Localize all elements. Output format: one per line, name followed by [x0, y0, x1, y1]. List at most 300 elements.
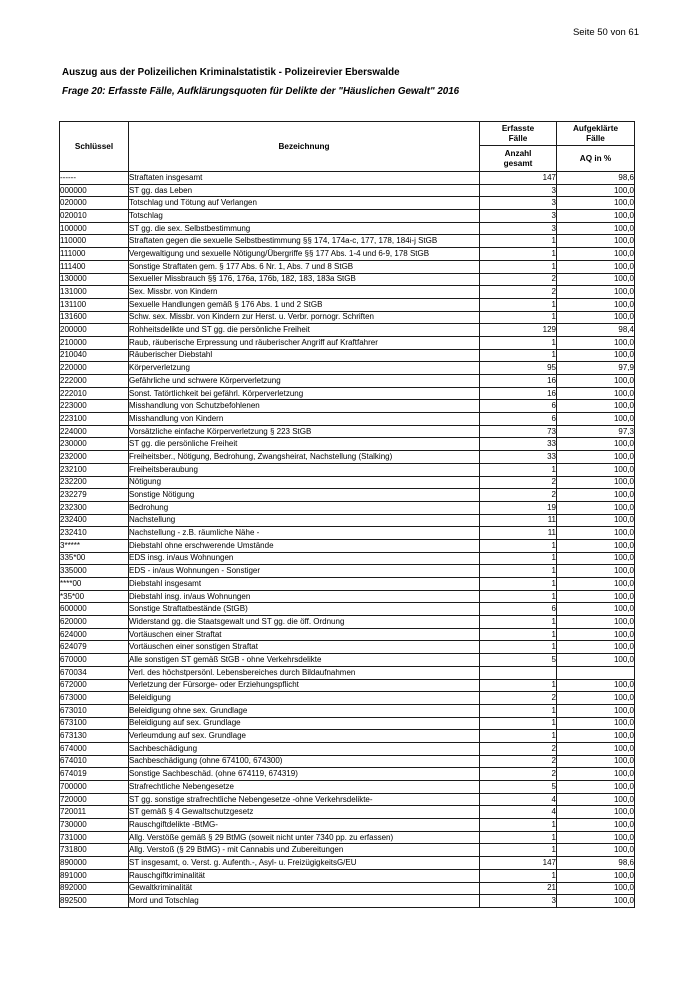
cell-key: 674010	[60, 755, 129, 768]
cell-label: ST insgesamt, o. Verst. g. Aufenth.-, Asyl- u. FreizügigkeitsG/EU	[129, 857, 480, 870]
header-row	[60, 122, 635, 146]
cell-aq: 100,0	[557, 501, 635, 514]
cell-count: 1	[480, 831, 557, 844]
cell-key: 891000	[60, 869, 129, 882]
cell-count: 2	[480, 755, 557, 768]
cell-label: Totschlag und Tötung auf Verlangen	[129, 197, 480, 210]
cell-count: 2	[480, 286, 557, 299]
table-row	[60, 375, 635, 388]
cell-label: Sexueller Missbrauch §§ 176, 176a, 176b, 182, 183, 183a StGB	[129, 273, 480, 286]
cell-aq: 100,0	[557, 742, 635, 755]
cell-aq: 100,0	[557, 387, 635, 400]
cell-label: Freiheitsber., Nötigung, Bedrohung, Zwangsheirat, Nachstellung (Stalking)	[129, 451, 480, 464]
cell-count: 1	[480, 819, 557, 832]
cell-key: 335000	[60, 565, 129, 578]
cell-label: Alle sonstigen ST gemäß StGB - ohne Verkehrsdelikte	[129, 654, 480, 667]
cell-key: 131600	[60, 311, 129, 324]
cell-count: 1	[480, 311, 557, 324]
cell-key: 223100	[60, 413, 129, 426]
cell-aq: 100,0	[557, 400, 635, 413]
table-row	[60, 552, 635, 565]
cell-label: Beleidigung ohne sex. Grundlage	[129, 704, 480, 717]
cell-label: Rauschgiftdelikte -BtMG-	[129, 819, 480, 832]
cell-key: 210040	[60, 349, 129, 362]
cell-count: 11	[480, 514, 557, 527]
table-row	[60, 463, 635, 476]
table-row	[60, 273, 635, 286]
cell-label: Allg. Verstoß (§ 29 BtMG) - mit Cannabis und Zubereitungen	[129, 844, 480, 857]
cell-key: 720011	[60, 806, 129, 819]
table-row	[60, 387, 635, 400]
cell-key: 232000	[60, 451, 129, 464]
cell-label: Strafrechtliche Nebengesetze	[129, 781, 480, 794]
cell-key: 000000	[60, 184, 129, 197]
header-cleared-group-text: Aufgeklärte Fälle	[572, 123, 619, 143]
table-row	[60, 514, 635, 527]
header-key	[60, 122, 129, 172]
cell-key: 200000	[60, 324, 129, 337]
cell-count: 2	[480, 768, 557, 781]
cell-key: 892000	[60, 882, 129, 895]
table-row	[60, 628, 635, 641]
cell-label: Sachbeschädigung (ohne 674100, 674300)	[129, 755, 480, 768]
cell-label: Verletzung der Fürsorge- oder Erziehungspflicht	[129, 679, 480, 692]
cell-aq: 100,0	[557, 375, 635, 388]
table-row	[60, 298, 635, 311]
cell-aq: 100,0	[557, 349, 635, 362]
cell-count: 1	[480, 248, 557, 261]
cell-label: Vortäuschen einer sonstigen Straftat	[129, 641, 480, 654]
table-row	[60, 578, 635, 591]
cell-count: 95	[480, 362, 557, 375]
cell-aq: 100,0	[557, 336, 635, 349]
header-cases-group-text: Erfasste Fälle	[501, 123, 535, 143]
table-row	[60, 603, 635, 616]
cell-key: *35*00	[60, 590, 129, 603]
header-cases-sub-text: Anzahl gesamt	[503, 148, 533, 168]
cell-key: 100000	[60, 222, 129, 235]
table-row	[60, 451, 635, 464]
cell-key: 224000	[60, 425, 129, 438]
cell-aq: 100,0	[557, 451, 635, 464]
table-row	[60, 248, 635, 261]
cell-key: 672000	[60, 679, 129, 692]
cell-count: 1	[480, 628, 557, 641]
cell-key: 624079	[60, 641, 129, 654]
table-row	[60, 311, 635, 324]
cell-label: Sonstige Straftatbestände (StGB)	[129, 603, 480, 616]
cell-label: Diebstahl insg. in/aus Wohnungen	[129, 590, 480, 603]
cell-label: Raub, räuberische Erpressung und räuberischer Angriff auf Kraftfahrer	[129, 336, 480, 349]
cell-key: 892500	[60, 895, 129, 908]
cell-aq: 100,0	[557, 831, 635, 844]
cell-count: 147	[480, 857, 557, 870]
cell-label: Verl. des höchstpersönl. Lebensbereiches durch Bildaufnahmen	[129, 666, 480, 679]
cell-count: 1	[480, 463, 557, 476]
cell-key: 890000	[60, 857, 129, 870]
cell-label: Körperverletzung	[129, 362, 480, 375]
table-row	[60, 362, 635, 375]
document-subtitle: Frage 20: Erfasste Fälle, Aufklärungsquoten für Delikte der "Häuslichen Gewalt" 2016	[62, 86, 460, 97]
cell-label: Verleumdung auf sex. Grundlage	[129, 730, 480, 743]
cell-aq: 100,0	[557, 806, 635, 819]
cell-aq	[557, 666, 635, 679]
cell-count: 3	[480, 895, 557, 908]
cell-key: 731800	[60, 844, 129, 857]
statistics-table	[59, 121, 635, 908]
cell-label: ST gemäß § 4 Gewaltschutzgesetz	[129, 806, 480, 819]
page-number: Seite 50 von 61	[572, 27, 639, 38]
cell-key: 673130	[60, 730, 129, 743]
table-row	[60, 184, 635, 197]
table-row	[60, 222, 635, 235]
document-title: Auszug aus der Polizeilichen Kriminalstatistik - Polizeirevier Eberswalde	[62, 67, 400, 78]
cell-key: 232400	[60, 514, 129, 527]
cell-aq: 97,3	[557, 425, 635, 438]
cell-aq: 100,0	[557, 768, 635, 781]
cell-key: 624000	[60, 628, 129, 641]
cell-label: EDS - in/aus Wohnungen - Sonstiger	[129, 565, 480, 578]
cell-key: 674000	[60, 742, 129, 755]
cell-count: 1	[480, 869, 557, 882]
cell-aq: 100,0	[557, 489, 635, 502]
cell-count: 1	[480, 349, 557, 362]
cell-key: ------	[60, 172, 129, 185]
cell-label: Diebstahl insgesamt	[129, 578, 480, 591]
cell-label: ST gg. die persönliche Freiheit	[129, 438, 480, 451]
cell-label: Vortäuschen einer Straftat	[129, 628, 480, 641]
table-row	[60, 616, 635, 629]
cell-label: Rauschgiftkriminalität	[129, 869, 480, 882]
cell-aq: 100,0	[557, 616, 635, 629]
cell-aq: 98,6	[557, 857, 635, 870]
cell-label: Vorsätzliche einfache Körperverletzung § 223 StGB	[129, 425, 480, 438]
table-row	[60, 210, 635, 223]
cell-aq: 100,0	[557, 641, 635, 654]
cell-count: 6	[480, 400, 557, 413]
cell-key: 620000	[60, 616, 129, 629]
cell-aq: 100,0	[557, 603, 635, 616]
cell-aq: 100,0	[557, 197, 635, 210]
table-row	[60, 641, 635, 654]
cell-key: ****00	[60, 578, 129, 591]
header-cleared-group	[557, 122, 635, 146]
table-row	[60, 590, 635, 603]
cell-aq: 100,0	[557, 692, 635, 705]
cell-key: 673000	[60, 692, 129, 705]
cell-aq: 100,0	[557, 565, 635, 578]
cell-count: 1	[480, 578, 557, 591]
table-header	[60, 122, 635, 172]
cell-count	[480, 666, 557, 679]
cell-aq: 100,0	[557, 463, 635, 476]
cell-label: Sachbeschädigung	[129, 742, 480, 755]
cell-count: 1	[480, 717, 557, 730]
cell-label: Freiheitsberaubung	[129, 463, 480, 476]
cell-aq: 100,0	[557, 679, 635, 692]
cell-label: Nötigung	[129, 476, 480, 489]
cell-count: 2	[480, 476, 557, 489]
table-row	[60, 869, 635, 882]
cell-count: 6	[480, 603, 557, 616]
table-row	[60, 844, 635, 857]
cell-aq: 100,0	[557, 527, 635, 540]
cell-label: Beleidigung	[129, 692, 480, 705]
table-row	[60, 197, 635, 210]
header-cases-sub	[480, 146, 557, 172]
cell-label: ST gg. die sex. Selbstbestimmung	[129, 222, 480, 235]
table-row	[60, 260, 635, 273]
cell-label: Straftaten insgesamt	[129, 172, 480, 185]
table-row	[60, 235, 635, 248]
cell-aq: 100,0	[557, 730, 635, 743]
cell-aq: 100,0	[557, 260, 635, 273]
cell-aq: 100,0	[557, 717, 635, 730]
cell-key: 3*****	[60, 539, 129, 552]
cell-aq: 100,0	[557, 298, 635, 311]
cell-count: 1	[480, 704, 557, 717]
table-row	[60, 654, 635, 667]
cell-label: Widerstand gg. die Staatsgewalt und ST gg. die öff. Ordnung	[129, 616, 480, 629]
cell-label: Nachstellung	[129, 514, 480, 527]
cell-aq: 100,0	[557, 869, 635, 882]
cell-key: 674019	[60, 768, 129, 781]
table-row	[60, 793, 635, 806]
cell-aq: 97,9	[557, 362, 635, 375]
cell-aq: 100,0	[557, 552, 635, 565]
cell-aq: 100,0	[557, 222, 635, 235]
table-row	[60, 768, 635, 781]
table-row	[60, 819, 635, 832]
table-row	[60, 501, 635, 514]
cell-aq: 100,0	[557, 514, 635, 527]
table-body	[60, 172, 635, 908]
table-row	[60, 413, 635, 426]
cell-key: 222010	[60, 387, 129, 400]
cell-key: 020010	[60, 210, 129, 223]
cell-count: 33	[480, 451, 557, 464]
cell-label: Rohheitsdelikte und ST gg. die persönliche Freiheit	[129, 324, 480, 337]
table-row	[60, 425, 635, 438]
table-row	[60, 565, 635, 578]
cell-label: Diebstahl ohne erschwerende Umstände	[129, 539, 480, 552]
table-row	[60, 717, 635, 730]
cell-label: Totschlag	[129, 210, 480, 223]
cell-count: 21	[480, 882, 557, 895]
cell-count: 1	[480, 679, 557, 692]
cell-label: ST gg. das Leben	[129, 184, 480, 197]
cell-label: Gewaltkriminalität	[129, 882, 480, 895]
cell-key: 731000	[60, 831, 129, 844]
table-row	[60, 806, 635, 819]
header-cleared-sub-text: AQ in %	[579, 153, 612, 163]
cell-count: 1	[480, 844, 557, 857]
cell-key: 131100	[60, 298, 129, 311]
cell-key: 130000	[60, 273, 129, 286]
table-row	[60, 324, 635, 337]
cell-label: Räuberischer Diebstahl	[129, 349, 480, 362]
cell-count: 33	[480, 438, 557, 451]
cell-label: Beleidigung auf sex. Grundlage	[129, 717, 480, 730]
cell-count: 11	[480, 527, 557, 540]
cell-aq: 100,0	[557, 590, 635, 603]
cell-key: 600000	[60, 603, 129, 616]
cell-label: Sonstige Nötigung	[129, 489, 480, 502]
cell-aq: 100,0	[557, 184, 635, 197]
cell-count: 1	[480, 552, 557, 565]
cell-key: 131000	[60, 286, 129, 299]
cell-key: 210000	[60, 336, 129, 349]
cell-count: 16	[480, 387, 557, 400]
cell-count: 5	[480, 654, 557, 667]
cell-count: 5	[480, 781, 557, 794]
header-label-text: Bezeichnung	[278, 141, 330, 151]
table-row	[60, 336, 635, 349]
cell-aq: 100,0	[557, 286, 635, 299]
cell-count: 1	[480, 641, 557, 654]
cell-label: Sexuelle Handlungen gemäß § 176 Abs. 1 und 2 StGB	[129, 298, 480, 311]
cell-aq: 100,0	[557, 895, 635, 908]
header-label	[129, 122, 480, 172]
cell-count: 6	[480, 413, 557, 426]
cell-key: 110000	[60, 235, 129, 248]
header-key-label: Schlüssel	[74, 141, 114, 151]
cell-key: 232200	[60, 476, 129, 489]
cell-count: 1	[480, 590, 557, 603]
table-row	[60, 400, 635, 413]
cell-label: Sonst. Tatörtlichkeit bei gefährl. Körperverletzung	[129, 387, 480, 400]
cell-count: 3	[480, 210, 557, 223]
cell-count: 3	[480, 222, 557, 235]
table-row	[60, 349, 635, 362]
cell-key: 673100	[60, 717, 129, 730]
cell-aq: 100,0	[557, 793, 635, 806]
cell-count: 1	[480, 730, 557, 743]
cell-key: 730000	[60, 819, 129, 832]
cell-label: Misshandlung von Schutzbefohlenen	[129, 400, 480, 413]
table-row	[60, 742, 635, 755]
cell-aq: 100,0	[557, 882, 635, 895]
cell-count: 3	[480, 184, 557, 197]
table-row	[60, 882, 635, 895]
cell-label: Bedrohung	[129, 501, 480, 514]
cell-aq: 100,0	[557, 311, 635, 324]
table-row	[60, 489, 635, 502]
cell-label: Misshandlung von Kindern	[129, 413, 480, 426]
cell-count: 1	[480, 298, 557, 311]
table-row	[60, 527, 635, 540]
header-cleared-sub	[557, 146, 635, 172]
table-row	[60, 286, 635, 299]
cell-label: Mord und Totschlag	[129, 895, 480, 908]
cell-count: 1	[480, 336, 557, 349]
cell-aq: 98,4	[557, 324, 635, 337]
cell-aq: 100,0	[557, 273, 635, 286]
cell-aq: 100,0	[557, 755, 635, 768]
cell-count: 4	[480, 806, 557, 819]
table-row	[60, 831, 635, 844]
cell-key: 673010	[60, 704, 129, 717]
cell-key: 232100	[60, 463, 129, 476]
cell-label: ST gg. sonstige strafrechtliche Nebengesetze -ohne Verkehrsdelikte-	[129, 793, 480, 806]
cell-count: 2	[480, 273, 557, 286]
cell-count: 2	[480, 489, 557, 502]
table-row	[60, 857, 635, 870]
cell-aq: 100,0	[557, 819, 635, 832]
cell-count: 2	[480, 742, 557, 755]
cell-key: 111400	[60, 260, 129, 273]
cell-label: Sex. Missbr. von Kindern	[129, 286, 480, 299]
table-row	[60, 438, 635, 451]
cell-aq: 98,6	[557, 172, 635, 185]
cell-aq: 100,0	[557, 704, 635, 717]
cell-aq: 100,0	[557, 248, 635, 261]
cell-key: 232300	[60, 501, 129, 514]
table-row	[60, 755, 635, 768]
cell-key: 223000	[60, 400, 129, 413]
cell-label: Nachstellung - z.B. räumliche Nähe -	[129, 527, 480, 540]
table-row	[60, 666, 635, 679]
cell-aq: 100,0	[557, 476, 635, 489]
table-row	[60, 172, 635, 185]
cell-count: 129	[480, 324, 557, 337]
cell-aq: 100,0	[557, 210, 635, 223]
cell-key: 220000	[60, 362, 129, 375]
cell-key: 720000	[60, 793, 129, 806]
cell-aq: 100,0	[557, 413, 635, 426]
cell-key: 335*00	[60, 552, 129, 565]
table-row	[60, 539, 635, 552]
cell-count: 16	[480, 375, 557, 388]
cell-key: 020000	[60, 197, 129, 210]
cell-count: 1	[480, 565, 557, 578]
cell-label: Schw. sex. Missbr. von Kindern zur Herst. u. Verbr. pornogr. Schriften	[129, 311, 480, 324]
cell-aq: 100,0	[557, 628, 635, 641]
cell-key: 670034	[60, 666, 129, 679]
cell-key: 111000	[60, 248, 129, 261]
cell-count: 3	[480, 197, 557, 210]
cell-key: 232279	[60, 489, 129, 502]
table-row	[60, 476, 635, 489]
cell-aq: 100,0	[557, 438, 635, 451]
cell-count: 147	[480, 172, 557, 185]
cell-key: 700000	[60, 781, 129, 794]
cell-label: Sonstige Straftaten gem. § 177 Abs. 6 Nr. 1, Abs. 7 und 8 StGB	[129, 260, 480, 273]
table-row	[60, 692, 635, 705]
cell-label: EDS insg. in/aus Wohnungen	[129, 552, 480, 565]
cell-label: Allg. Verstöße gemäß § 29 BtMG (soweit nicht unter 7340 pp. zu erfassen)	[129, 831, 480, 844]
cell-aq: 100,0	[557, 654, 635, 667]
cell-key: 670000	[60, 654, 129, 667]
cell-aq: 100,0	[557, 539, 635, 552]
table-row	[60, 781, 635, 794]
cell-count: 4	[480, 793, 557, 806]
cell-count: 1	[480, 539, 557, 552]
table-row	[60, 895, 635, 908]
cell-count: 1	[480, 616, 557, 629]
cell-aq: 100,0	[557, 844, 635, 857]
cell-key: 230000	[60, 438, 129, 451]
cell-label: Sonstige Sachbeschäd. (ohne 674119, 674319)	[129, 768, 480, 781]
cell-count: 19	[480, 501, 557, 514]
table-row	[60, 704, 635, 717]
cell-label: Straftaten gegen die sexuelle Selbstbestimmung §§ 174, 174a-c, 177, 178, 184i-j StGB	[129, 235, 480, 248]
cell-key: 232410	[60, 527, 129, 540]
cell-count: 73	[480, 425, 557, 438]
cell-label: Gefährliche und schwere Körperverletzung	[129, 375, 480, 388]
cell-count: 1	[480, 260, 557, 273]
table-row	[60, 679, 635, 692]
